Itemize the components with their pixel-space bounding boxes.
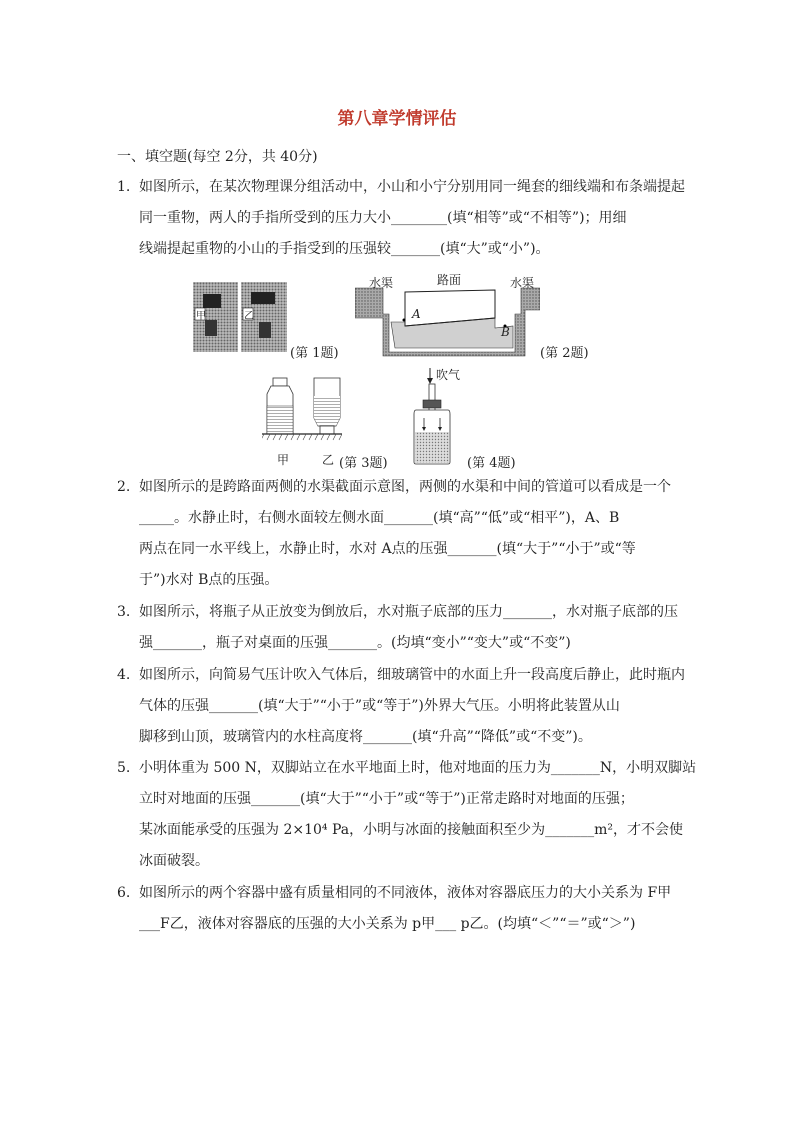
question-line: 于”)水对 B点的压强。 xyxy=(139,572,279,588)
figure-1-label-b: 乙 xyxy=(244,311,254,322)
question-line: 立时对地面的压强_______(填“大于”“小于”或“等于”)正常走路时对地面的压强； xyxy=(139,791,634,807)
question-3 xyxy=(117,597,677,659)
figure-3-caption: (第 3题) xyxy=(339,456,388,471)
question-2 xyxy=(117,472,677,596)
figure-3-label-a: 甲 xyxy=(277,453,290,467)
figure-2-point-b: B xyxy=(501,325,510,339)
page-title: 第八章学情评估 xyxy=(337,109,457,129)
question-number: 2. xyxy=(117,479,131,495)
question-line: _____。水静止时，右侧水面较左侧水面_______(填“高”“低”或“相平”)，A、B xyxy=(139,510,620,526)
question-4 xyxy=(117,660,685,753)
figure-3-bottles xyxy=(262,376,342,448)
question-line: 如图所示，在某次物理课分组活动中，小山和小宁分别用同一绳套的细线端和布条端提起 xyxy=(139,179,685,195)
question-number: 6. xyxy=(117,885,131,901)
figure-2-left-channel: 水渠 xyxy=(369,276,394,290)
question-line: 线端提起重物的小山的手指受到的压强较_______(填“大”或“小”)。 xyxy=(139,241,550,257)
figure-2-point-a: A xyxy=(412,307,421,321)
question-line: 脚移到山顶，玻璃管内的水柱高度将_______(填“升高”“降低”或“不变”)。 xyxy=(139,729,592,745)
question-number: 4. xyxy=(117,667,131,683)
question-line: 冰面破裂。 xyxy=(139,853,209,869)
figure-2-diagram xyxy=(355,270,540,358)
figure-4-barometer xyxy=(410,366,460,466)
figure-4-caption: (第 4题) xyxy=(467,456,516,471)
question-line: 气体的压强_______(填“大于”“小于”或“等于”)外界大气压。小明将此装置从山 xyxy=(139,698,620,714)
question-line: 小明体重为 500 N，双脚站立在水平地面上时，他对地面的压力为_______N，小明双脚站 xyxy=(139,760,697,776)
question-number: 1. xyxy=(117,179,131,195)
question-line: ___F乙，液体对容器底的压强的大小关系为 p甲___ p乙。(均填“＜”“＝”或“＞”) xyxy=(139,916,636,932)
question-line: 强_______，瓶子对桌面的压强_______。(均填“变小”“变大”或“不变”) xyxy=(139,635,571,651)
figure-4-blow-label: 吹气 xyxy=(436,368,461,382)
question-line: 某冰面能承受的压强为 2×10⁴ Pa，小明与冰面的接触面积至少为_______m²，才不会使 xyxy=(139,822,683,838)
figure-3-label-b: 乙 xyxy=(322,453,335,467)
question-5 xyxy=(117,753,697,877)
question-line: 如图所示，将瓶子从正放变为倒放后，水对瓶子底部的压力_______，水对瓶子底部的压 xyxy=(139,604,678,620)
figure-1-label-a: 甲 xyxy=(196,311,206,322)
figure-2-caption: (第 2题) xyxy=(540,346,589,361)
section-heading: 一、填空题(每空 2分，共 40分) xyxy=(117,149,318,165)
question-1 xyxy=(117,172,685,265)
question-line: 如图所示的两个容器中盛有质量相同的不同液体，液体对容器底压力的大小关系为 F甲 xyxy=(139,885,672,901)
question-number: 3. xyxy=(117,604,131,620)
figure-1-photos xyxy=(193,282,287,352)
question-line: 如图所示的是跨路面两侧的水渠截面示意图，两侧的水渠和中间的管道可以看成是一个 xyxy=(139,479,671,495)
question-line: 同一重物，两人的手指所受到的压力大小________(填“相等”或“不相等”)；用细 xyxy=(139,210,627,226)
question-6 xyxy=(117,878,677,940)
figure-2-right-channel: 水渠 xyxy=(510,276,535,290)
question-line: 如图所示，向简易气压计吹入气体后，细玻璃管中的水面上升一段高度后静止，此时瓶内 xyxy=(139,667,685,683)
question-line: 两点在同一水平线上，水静止时，水对 A点的压强_______(填“大于”“小于”或“等 xyxy=(139,541,636,557)
figure-2-road: 路面 xyxy=(437,273,462,287)
figure-1-caption: (第 1题) xyxy=(290,346,339,361)
question-number: 5. xyxy=(117,760,131,776)
